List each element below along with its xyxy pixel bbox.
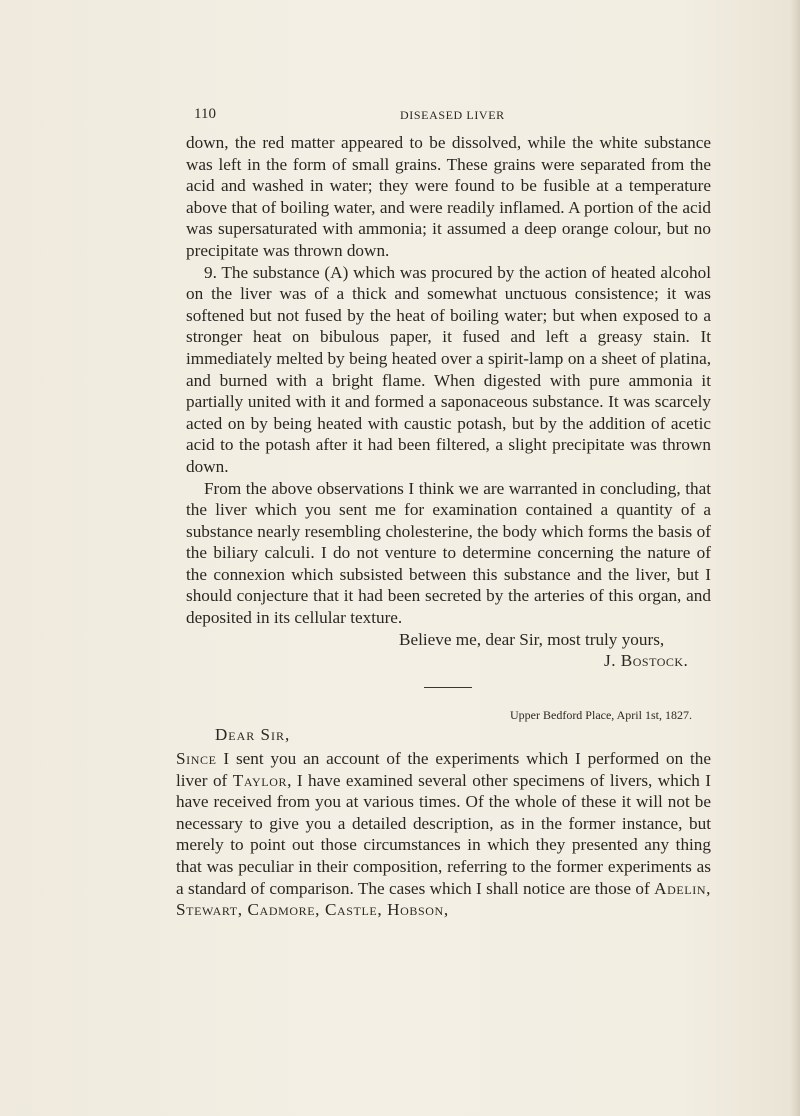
letter-closing: Believe me, dear Sir, most truly yours,: [399, 629, 665, 649]
section-divider: [424, 687, 472, 688]
running-head: DISEASED LIVER: [400, 108, 505, 122]
dateline: Upper Bedford Place, April 1st, 1827.: [510, 708, 692, 722]
signature: J. Bostock.: [604, 651, 689, 671]
paragraph-9: 9. The substance (A) which was procured by the action of heated alcohol on the liver was of a thick and somewhat unctuous consistence; it was softened but not fused by the heat of boiling water; but when exposed to a stronger heat on bibulous paper, it fused and left a greasy stain. It immediately melted by being heated over a spirit-lamp on a sheet of platina, and burned with a bright flame. When digested with pure ammonia it partially united with it and formed a saponaceous substance. It was scarcely acted on by being heated with caustic potash, but by the addition of acetic acid to the potash after it had been filtered, a slight precipitate was thrown down.: [186, 262, 711, 476]
paragraph-conclusion: From the above observations I think we are warranted in concluding, that the liver which you sent me for examination contained a quantity of a substance nearly resembling cholesterine, the body which forms the basis of the biliary calculi. I do not venture to determine concerning the nature of the connexion which subsisted between this substance and the liver, but I should conjecture that it had been secreted by the arteries of this organ, and deposited in its cellular texture.: [186, 478, 711, 628]
page-number: 110: [194, 106, 216, 122]
page-edge-shadow: [790, 0, 800, 1116]
paragraph-text-1: I sent you an account of the experiments which I performed on the liver of: [176, 749, 711, 790]
page-header: [186, 106, 711, 126]
paragraph-text-2: , I have examined several other specimens of livers, which I have received from you at various times. Of the whole of these it will not be necessary to give you a detailed description, as in the former instance, but merely to point out those circumstances in which they presented any thing that was peculiar in their composition, referring to the former experiments as a standard of comparison. The cases which I shall notice are those of: [176, 770, 711, 898]
letter-two-body: [176, 748, 711, 921]
opening-word: Since: [176, 749, 217, 768]
letter-one-body: [186, 132, 711, 672]
letter-two-paragraph: [176, 748, 711, 921]
paragraph-continued: down, the red matter appeared to be dissolved, while the white substance was left in the form of small grains. These grains were separated from the acid and washed in water; they were found to be fusible at a temperature above that of boiling water, and were readily inflamed. A portion of the acid was supersaturated with ammonia; it assumed a deep orange colour, but no precipitate was thrown down.: [186, 133, 711, 260]
patient-names-list: Adelin, Stewart, Cadmore, Castle, Hobson,: [176, 878, 711, 920]
salutation: Dear Sir,: [215, 725, 291, 744]
patient-name: Taylor: [232, 770, 288, 790]
